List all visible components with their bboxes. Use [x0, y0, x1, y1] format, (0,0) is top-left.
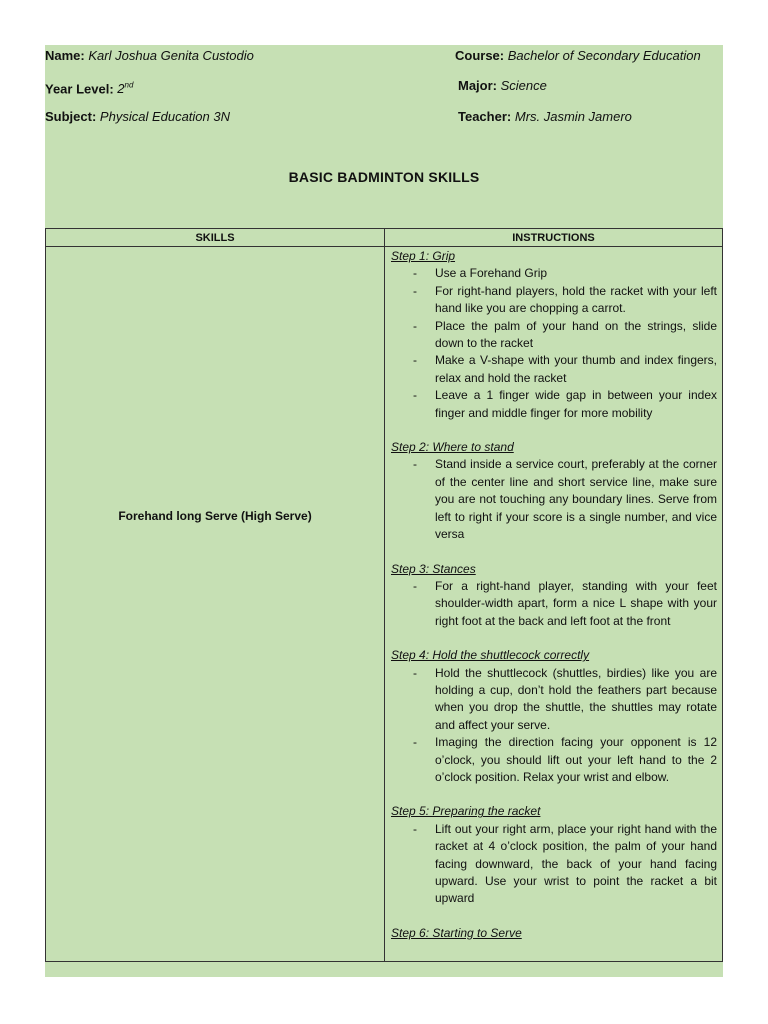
step-list-item: - Stand inside a service court, preferably at the corner of the center line and short service line, make sure you are not touching any boundary lines. Serve from left to right if your score is a single number, and vice versa	[391, 456, 717, 543]
name-value: Karl Joshua Genita Custodio	[88, 48, 254, 63]
skill-name: Forehand long Serve (High Serve)	[118, 509, 312, 523]
step-list-item: - Imaging the direction facing your opponent is 12 o’clock, you should lift out your left hand to the 2 o’clock position. Relax your wrist and elbow.	[391, 734, 717, 786]
major-line	[458, 78, 547, 94]
instruction-step	[391, 248, 717, 422]
instruction-step	[391, 803, 717, 907]
step-title: Step 1: Grip	[391, 249, 456, 263]
skills-column-header: SKILLS	[46, 229, 384, 247]
year-level-line	[45, 78, 133, 97]
step-list-item: - For a right-hand player, standing with your feet shoulder-width apart, form a nice L shape with your right foot at the back and left foot at the front	[391, 578, 717, 630]
name-line	[45, 48, 254, 64]
column-divider	[384, 229, 385, 961]
step-title: Step 6: Starting to Serve	[391, 925, 522, 940]
teacher-label: Teacher:	[458, 109, 512, 124]
step-list	[391, 665, 717, 787]
step-list	[391, 456, 717, 543]
year-level-value: 2nd	[117, 81, 134, 97]
teacher-line	[458, 109, 632, 125]
major-label: Major:	[458, 78, 497, 93]
subject-label: Subject:	[45, 109, 97, 124]
subject-line	[45, 109, 230, 125]
step-list	[391, 265, 717, 422]
step-list	[391, 821, 717, 908]
instruction-step	[391, 561, 717, 631]
instruction-step	[391, 925, 717, 942]
instruction-step	[391, 647, 717, 786]
step-list-item: - Make a V-shape with your thumb and index fingers, relax and hold the racket	[391, 352, 717, 387]
teacher-value: Mrs. Jasmin Jamero	[514, 109, 632, 124]
skills-table	[45, 228, 723, 962]
step-list-item: - Use a Forehand Grip	[391, 265, 717, 282]
step-title: Step 2: Where to stand	[391, 440, 514, 455]
step-list-item: - For right-hand players, hold the racket with your left hand like you are chopping a carrot.	[391, 283, 717, 318]
step-title: Step 4: Hold the shuttlecock correctly	[391, 648, 590, 663]
instruction-step	[391, 439, 717, 543]
name-label: Name:	[45, 48, 85, 63]
year-level-label: Year Level:	[45, 81, 114, 97]
course-value: Bachelor of Secondary Education	[507, 48, 701, 63]
course-line	[455, 48, 701, 64]
step-list-item: - Place the palm of your hand on the strings, slide down to the racket	[391, 318, 717, 353]
step-title: Step 5: Preparing the racket	[391, 804, 541, 819]
major-value: Science	[500, 78, 547, 93]
step-list-item: - Leave a 1 finger wide gap in between your index finger and middle finger for more mobility	[391, 387, 717, 422]
step-list-item: - Lift out your right arm, place your right hand with the racket at 4 o’clock position, the palm of your hand facing downward, the back of your hand facing upward. Use your wrist to point the racket a bit upward	[391, 821, 717, 908]
step-title: Step 3: Stances	[391, 561, 476, 576]
instructions-cell	[391, 248, 717, 959]
step-list-item: - Hold the shuttlecock (shuttles, birdies) like you are holding a cup, don’t hold the feathers part because when you drop the shuttle, the shuttles may rotate and affect your serve.	[391, 665, 717, 735]
document-page	[45, 45, 723, 977]
document-title: BASIC BADMINTON SKILLS	[288, 169, 480, 185]
instructions-column-header: INSTRUCTIONS	[385, 229, 722, 247]
course-label: Course:	[455, 48, 505, 63]
subject-value: Physical Education 3N	[99, 109, 230, 124]
step-list	[391, 578, 717, 630]
